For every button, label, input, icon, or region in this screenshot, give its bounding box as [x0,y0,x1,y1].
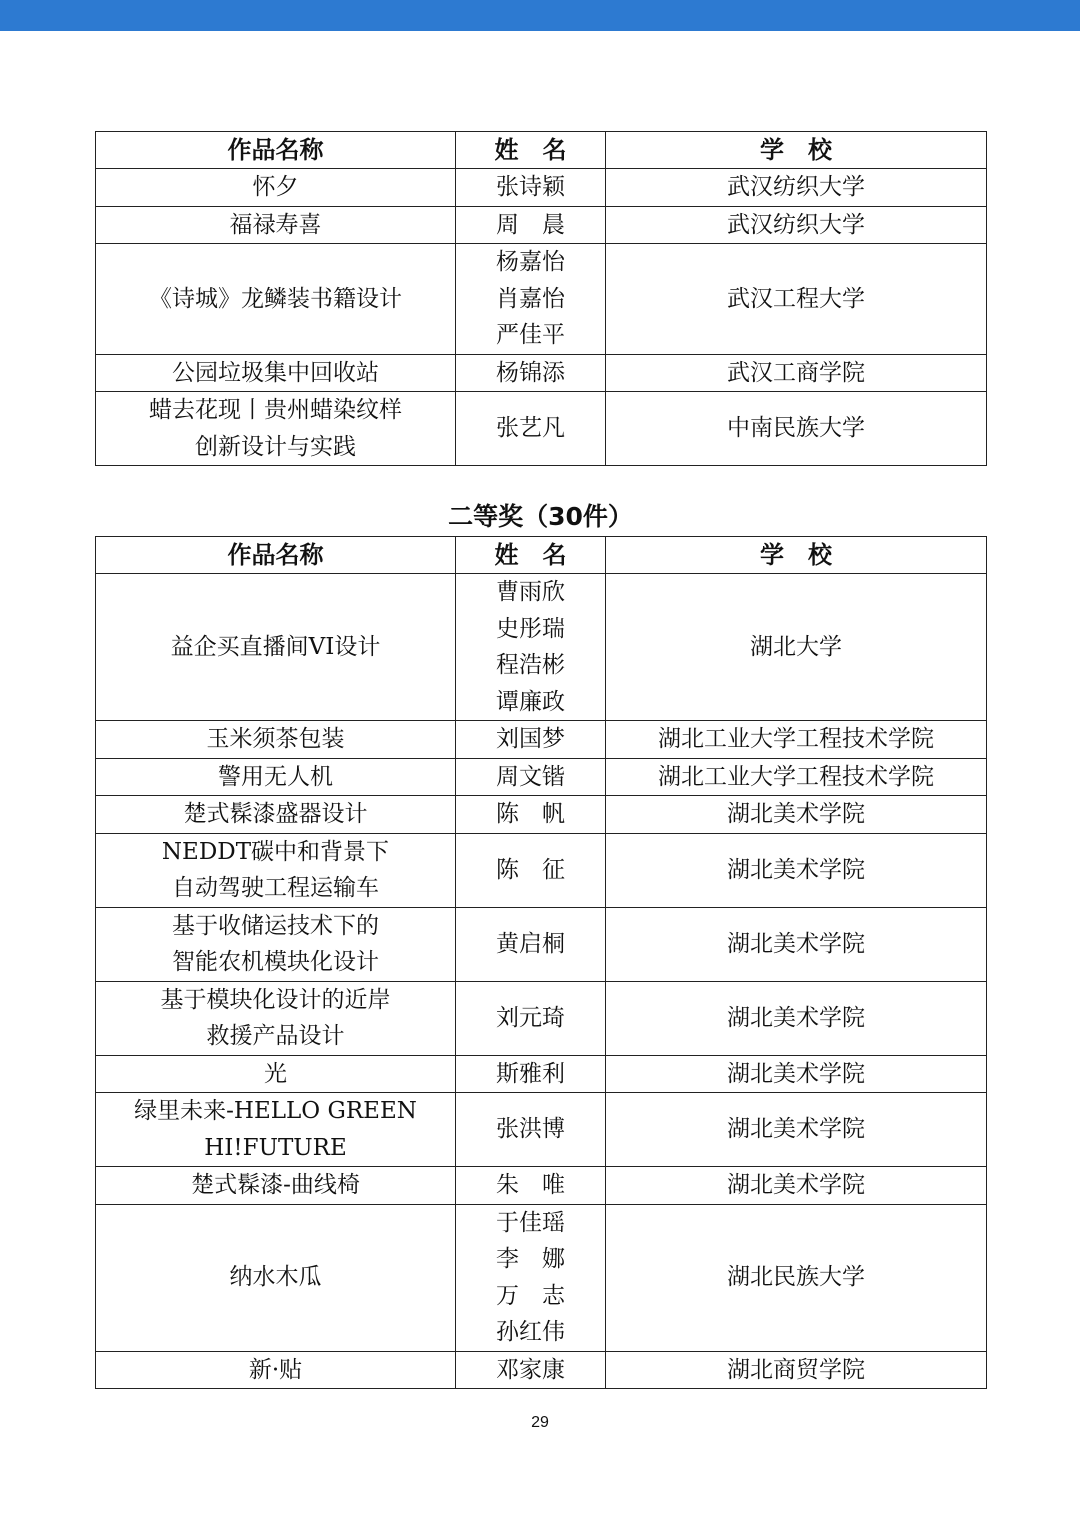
work-title-cell-line: 新·贴 [248,1356,303,1383]
author-names-cell [456,1351,606,1389]
author-names-cell [456,354,606,392]
author-names-cell [456,244,606,355]
author-names-cell-line: 孙红伟 [496,1319,565,1345]
work-title-cell-line: 创新设计与实践 [195,433,356,460]
author-names-cell-line: 斯雅利 [496,1060,565,1087]
work-title-cell [96,574,456,721]
work-title-cell-line: 怀夕 [252,174,299,200]
work-title-cell-line: 公园垃圾集中回收站 [172,359,379,386]
work-title-cell-line: 纳水木瓜 [229,1264,322,1291]
school-cell: 湖北美术学院 [606,833,987,907]
author-names-cell [456,169,606,207]
work-title-cell [96,206,456,244]
work-title-cell [96,758,456,796]
school-cell: 武汉纺织大学 [606,169,987,207]
column-header-school: 学 校 [606,132,987,169]
school-cell: 湖北工业大学工程技术学院 [606,721,987,759]
work-title-cell [96,392,456,466]
school-cell: 湖北美术学院 [606,796,987,834]
work-title-cell [96,907,456,981]
first-prize-table-continued [95,131,987,466]
work-title-cell-line: 益企买直播间VI设计 [170,633,381,660]
author-names-cell [456,574,606,721]
author-names-cell [456,1093,606,1167]
column-header-name: 姓 名 [456,132,606,169]
author-names-cell [456,833,606,907]
table-body [96,169,987,466]
work-title-cell-line: 绿里未来-HELLO GREEN [134,1098,417,1124]
author-names-cell [456,1167,606,1205]
table-row [96,574,987,721]
school-cell: 中南民族大学 [606,392,987,466]
work-title-cell-line: 光 [264,1060,287,1087]
column-header-name: 姓 名 [456,537,606,574]
school-cell: 武汉工商学院 [606,354,987,392]
work-title-cell-line: 《诗城》龙鳞装书籍设计 [149,285,402,312]
work-title-cell-line: HI!FUTURE [204,1134,347,1161]
school-cell: 湖北美术学院 [606,981,987,1055]
table-row [96,907,987,981]
work-title-cell-line: 自动驾驶工程运输车 [172,875,379,901]
author-names-cell [456,392,606,466]
column-header-work: 作品名称 [96,132,456,169]
author-names-cell-line: 杨嘉怡 [496,249,565,275]
school-cell: 武汉纺织大学 [606,206,987,244]
table-row [96,981,987,1055]
page-number: 29 [531,1414,549,1431]
author-names-cell [456,1055,606,1093]
work-title-cell [96,354,456,392]
table-row [96,244,987,355]
work-title-cell [96,981,456,1055]
table-row [96,169,987,207]
school-cell: 湖北美术学院 [606,1055,987,1093]
school-cell: 湖北美术学院 [606,1167,987,1205]
school-cell: 湖北工业大学工程技术学院 [606,758,987,796]
author-names-cell-line: 张洪博 [496,1116,565,1143]
author-names-cell-line: 李 娜 [496,1246,565,1272]
work-title-cell [96,721,456,759]
table-row [96,721,987,759]
author-names-cell-line: 周 晨 [496,211,565,238]
work-title-cell-line: 蜡去花现丨贵州蜡染纹样 [149,397,402,423]
work-title-cell [96,244,456,355]
work-title-cell [96,796,456,834]
table-row [96,1204,987,1351]
table-header-row [96,537,987,574]
author-names-cell [456,796,606,834]
author-names-cell-line: 朱 唯 [496,1172,565,1198]
table-row [96,1167,987,1205]
table-row [96,354,987,392]
school-cell: 湖北美术学院 [606,1093,987,1167]
author-names-cell-line: 张诗颖 [496,174,565,200]
table-row [96,1093,987,1167]
work-title-cell [96,1055,456,1093]
author-names-cell-line: 刘国梦 [496,726,565,752]
top-header-bar [0,0,1080,31]
author-names-cell-line: 杨锦添 [496,359,565,386]
work-title-cell-line: 楚式髹漆-曲线椅 [191,1172,360,1198]
second-prize-section-title: 二等奖（30件） [448,502,633,531]
work-title-cell [96,169,456,207]
author-names-cell [456,206,606,244]
work-title-cell [96,1093,456,1167]
table-row [96,1351,987,1389]
author-names-cell [456,981,606,1055]
work-title-cell-line: 楚式髹漆盛器设计 [183,801,368,827]
table-row [96,758,987,796]
author-names-cell-line: 万 志 [496,1282,565,1309]
table-body [96,574,987,1389]
author-names-cell-line: 陈 征 [496,856,565,883]
author-names-cell [456,907,606,981]
author-names-cell-line: 肖嘉怡 [496,285,565,312]
work-title-cell-line: 玉米须茶包装 [206,726,345,752]
author-names-cell-line: 张艺凡 [496,415,565,442]
work-title-cell-line: 智能农机模块化设计 [172,949,379,975]
work-title-cell [96,1167,456,1205]
author-names-cell-line: 曹雨欣 [496,579,565,605]
author-names-cell [456,758,606,796]
author-names-cell-line: 严佳平 [496,322,565,348]
work-title-cell [96,833,456,907]
school-cell: 湖北大学 [606,574,987,721]
author-names-cell [456,721,606,759]
column-header-school: 学 校 [606,537,987,574]
school-cell: 湖北民族大学 [606,1204,987,1351]
author-names-cell [456,1204,606,1351]
author-names-cell-line: 邓家康 [496,1356,565,1383]
work-title-cell-line: NEDDT碳中和背景下 [161,838,390,865]
author-names-cell-line: 于佳瑶 [496,1209,565,1236]
school-cell: 湖北商贸学院 [606,1351,987,1389]
author-names-cell-line: 史彤瑞 [496,615,565,642]
table-header-row [96,132,987,169]
work-title-cell-line: 基于模块化设计的近岸 [160,986,391,1013]
work-title-cell-line: 救援产品设计 [206,1023,345,1049]
work-title-cell [96,1351,456,1389]
author-names-cell-line: 周文锴 [496,763,565,790]
work-title-cell [96,1204,456,1351]
table-row [96,392,987,466]
second-prize-table [95,536,987,1389]
work-title-cell-line: 福禄寿喜 [229,211,322,238]
table-row [96,206,987,244]
author-names-cell-line: 刘元琦 [496,1004,565,1031]
author-names-cell-line: 黄启桐 [496,930,565,957]
table-row [96,833,987,907]
author-names-cell-line: 程浩彬 [496,652,565,678]
school-cell: 湖北美术学院 [606,907,987,981]
work-title-cell-line: 警用无人机 [218,763,333,790]
column-header-work: 作品名称 [96,537,456,574]
work-title-cell-line: 基于收储运技术下的 [172,912,379,939]
school-cell: 武汉工程大学 [606,244,987,355]
table-row [96,1055,987,1093]
author-names-cell-line: 陈 帆 [496,801,565,827]
table-row [96,796,987,834]
author-names-cell-line: 谭廉政 [496,688,565,715]
